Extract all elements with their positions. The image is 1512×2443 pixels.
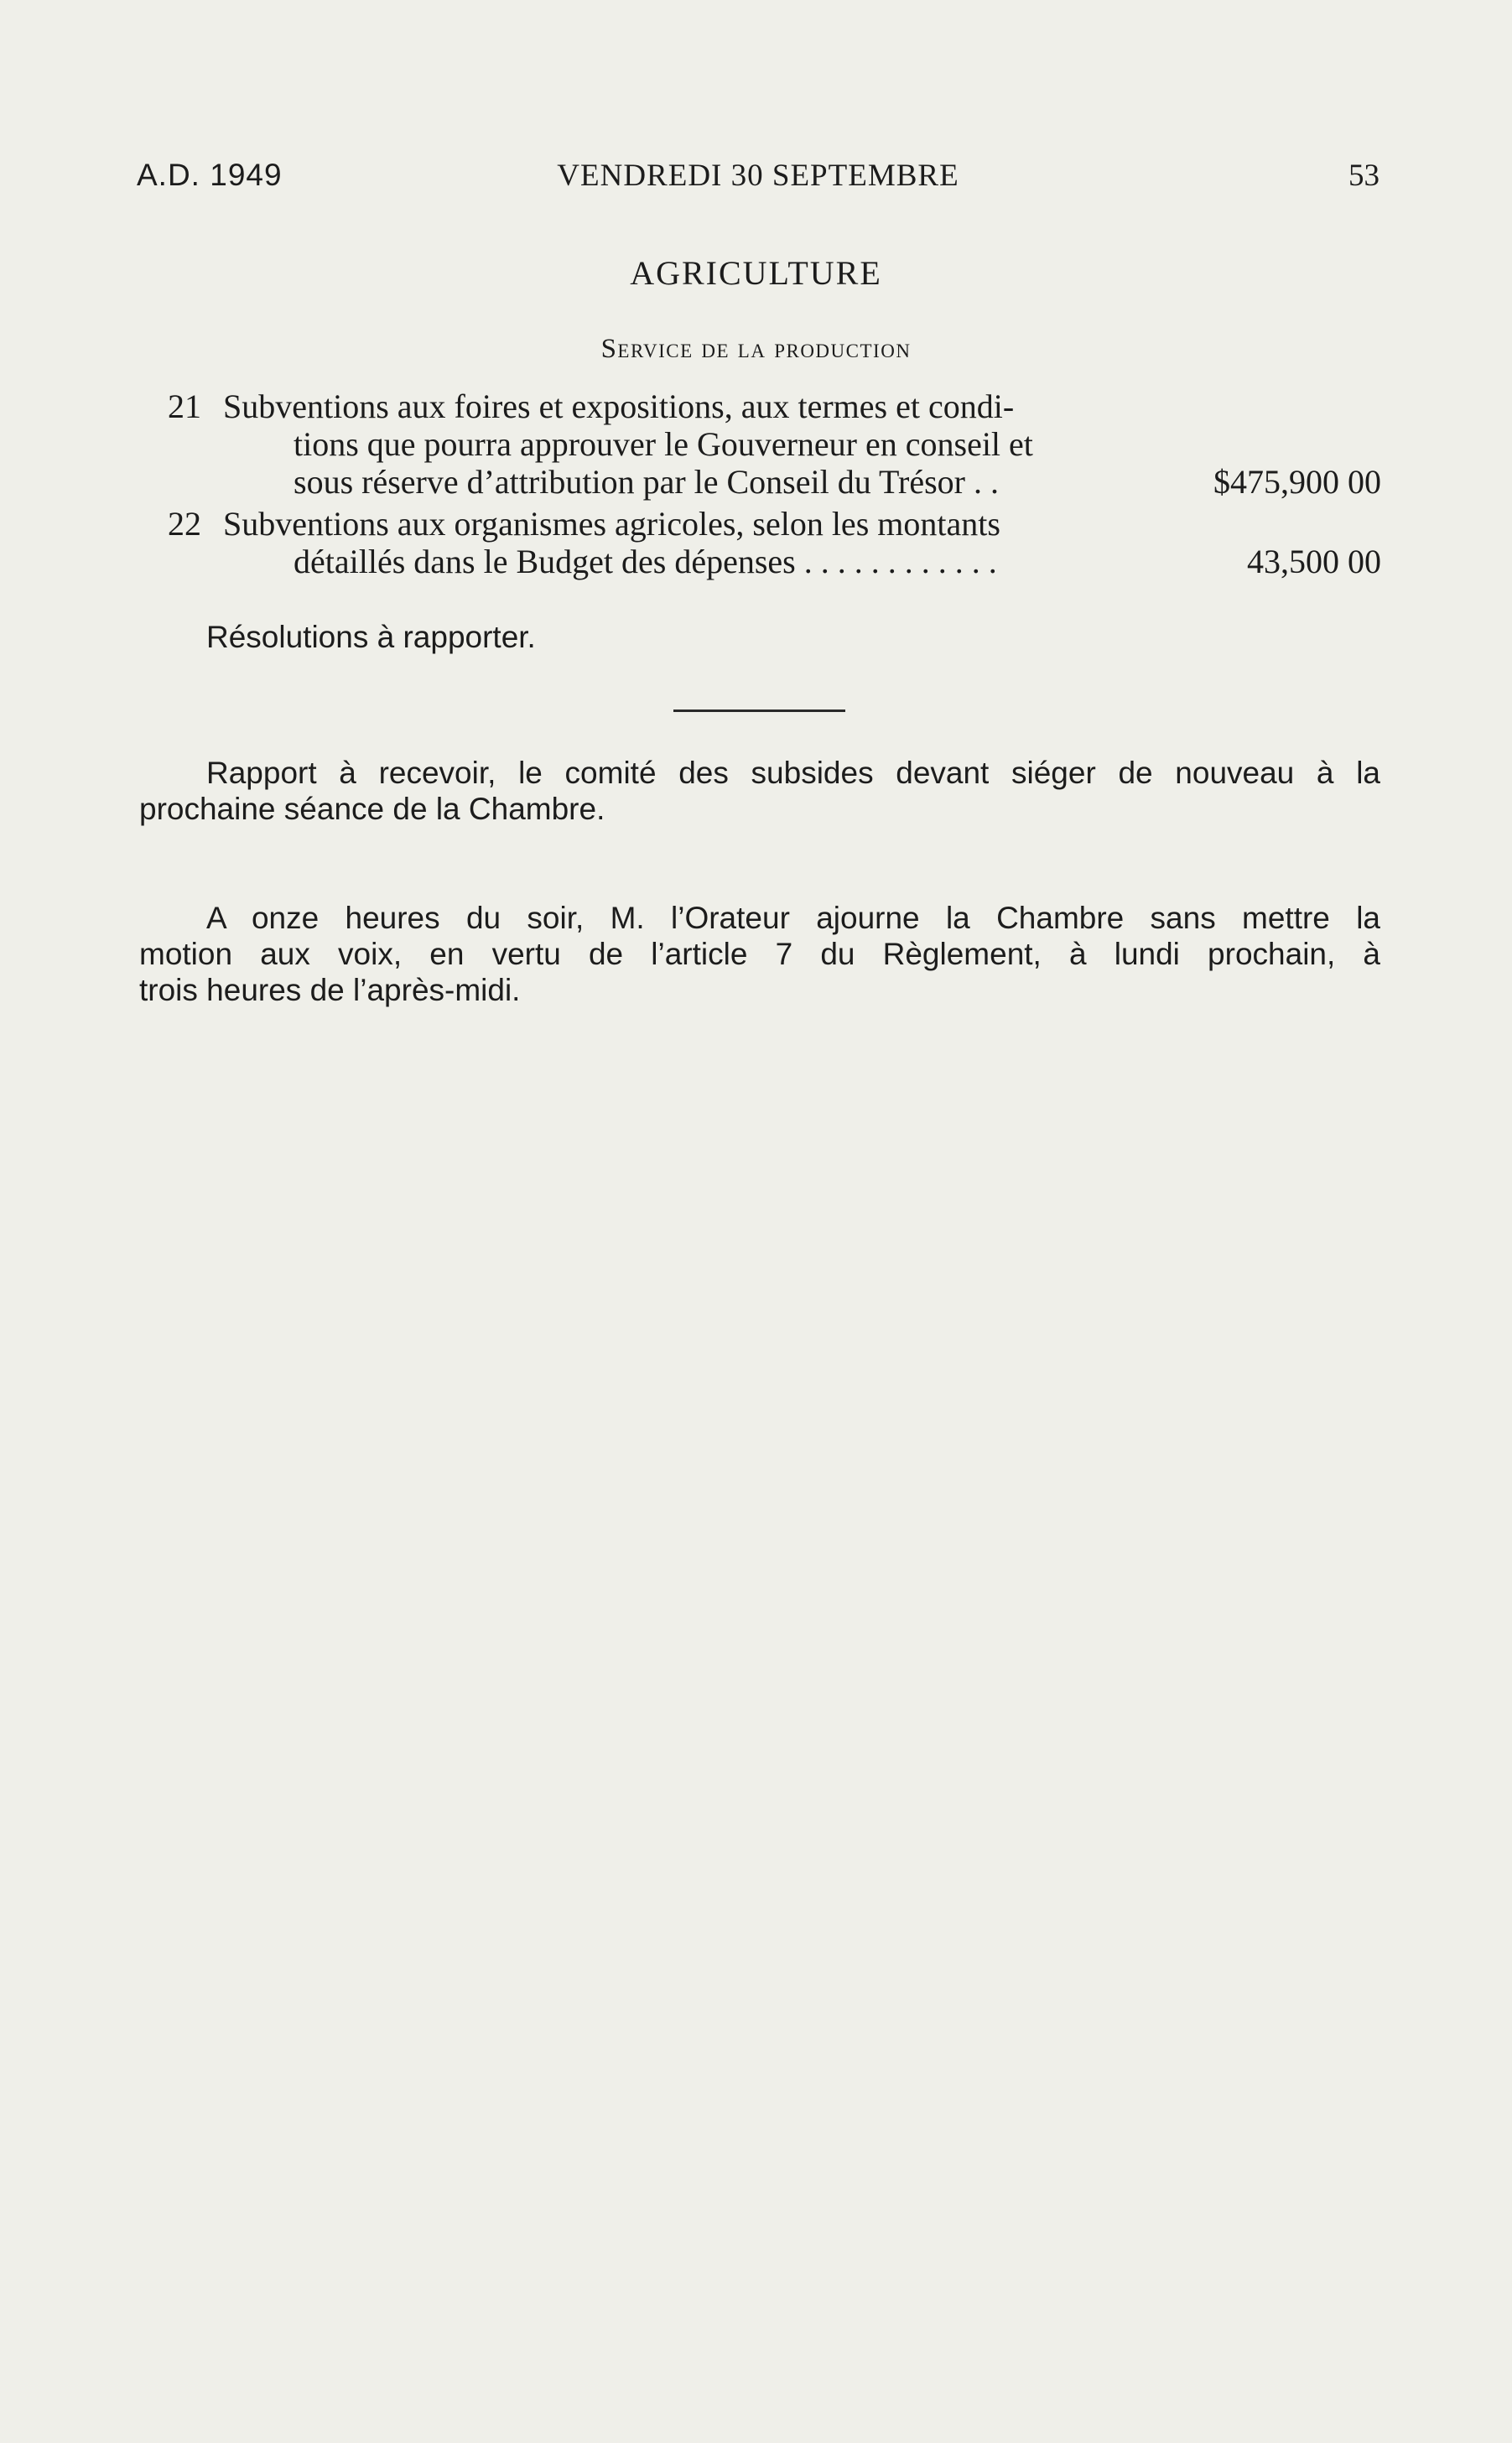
vote-line: Subventions aux organismes agricoles, selon les montants <box>223 505 1000 543</box>
vote-number: 21 <box>168 387 201 425</box>
report-paragraph <box>139 755 1380 827</box>
vote-item <box>168 387 1381 505</box>
adjournment-paragraph <box>139 900 1380 1008</box>
vote-number: 22 <box>168 505 201 543</box>
vote-line: sous réserve d’attribution par le Conseil du Trésor . . <box>294 463 999 501</box>
section-title: AGRICULTURE <box>630 254 882 292</box>
paragraph-line: trois heures de l’après-midi. <box>139 973 521 1007</box>
section-divider <box>673 710 845 712</box>
vote-line: Subventions aux foires et expositions, aux termes et condi- <box>223 387 1015 425</box>
paragraph-line: motion aux voix, en vertu de l’article 7 du Règlement, à lundi prochain, à <box>139 937 1380 971</box>
header-year: A.D. 1949 <box>137 158 283 192</box>
resolutions-note: Résolutions à rapporter. <box>206 620 536 654</box>
vote-amount: 43,500 00 <box>1247 543 1381 580</box>
page-number: 53 <box>1348 159 1380 193</box>
header-date: VENDREDI 30 SEPTEMBRE <box>557 159 959 193</box>
vote-line: tions que pourra approuver le Gouverneur en conseil et <box>294 425 1033 463</box>
paragraph-line: Rapport à recevoir, le comité des subsides devant siéger de nouveau à la <box>206 756 1380 790</box>
vote-amount: $475,900 00 <box>1213 463 1381 501</box>
vote-item <box>168 505 1381 589</box>
vote-description <box>223 505 1313 580</box>
paragraph-line: prochaine séance de la Chambre. <box>139 792 605 826</box>
vote-line: détaillés dans le Budget des dépenses . . . . . . . . . . . . <box>294 543 997 580</box>
page-header <box>137 158 1380 208</box>
subsection-title: Service de la production <box>600 334 912 364</box>
vote-description <box>223 387 1313 501</box>
paragraph-line: A onze heures du soir, M. l’Orateur ajourne la Chambre sans mettre la <box>206 901 1380 935</box>
